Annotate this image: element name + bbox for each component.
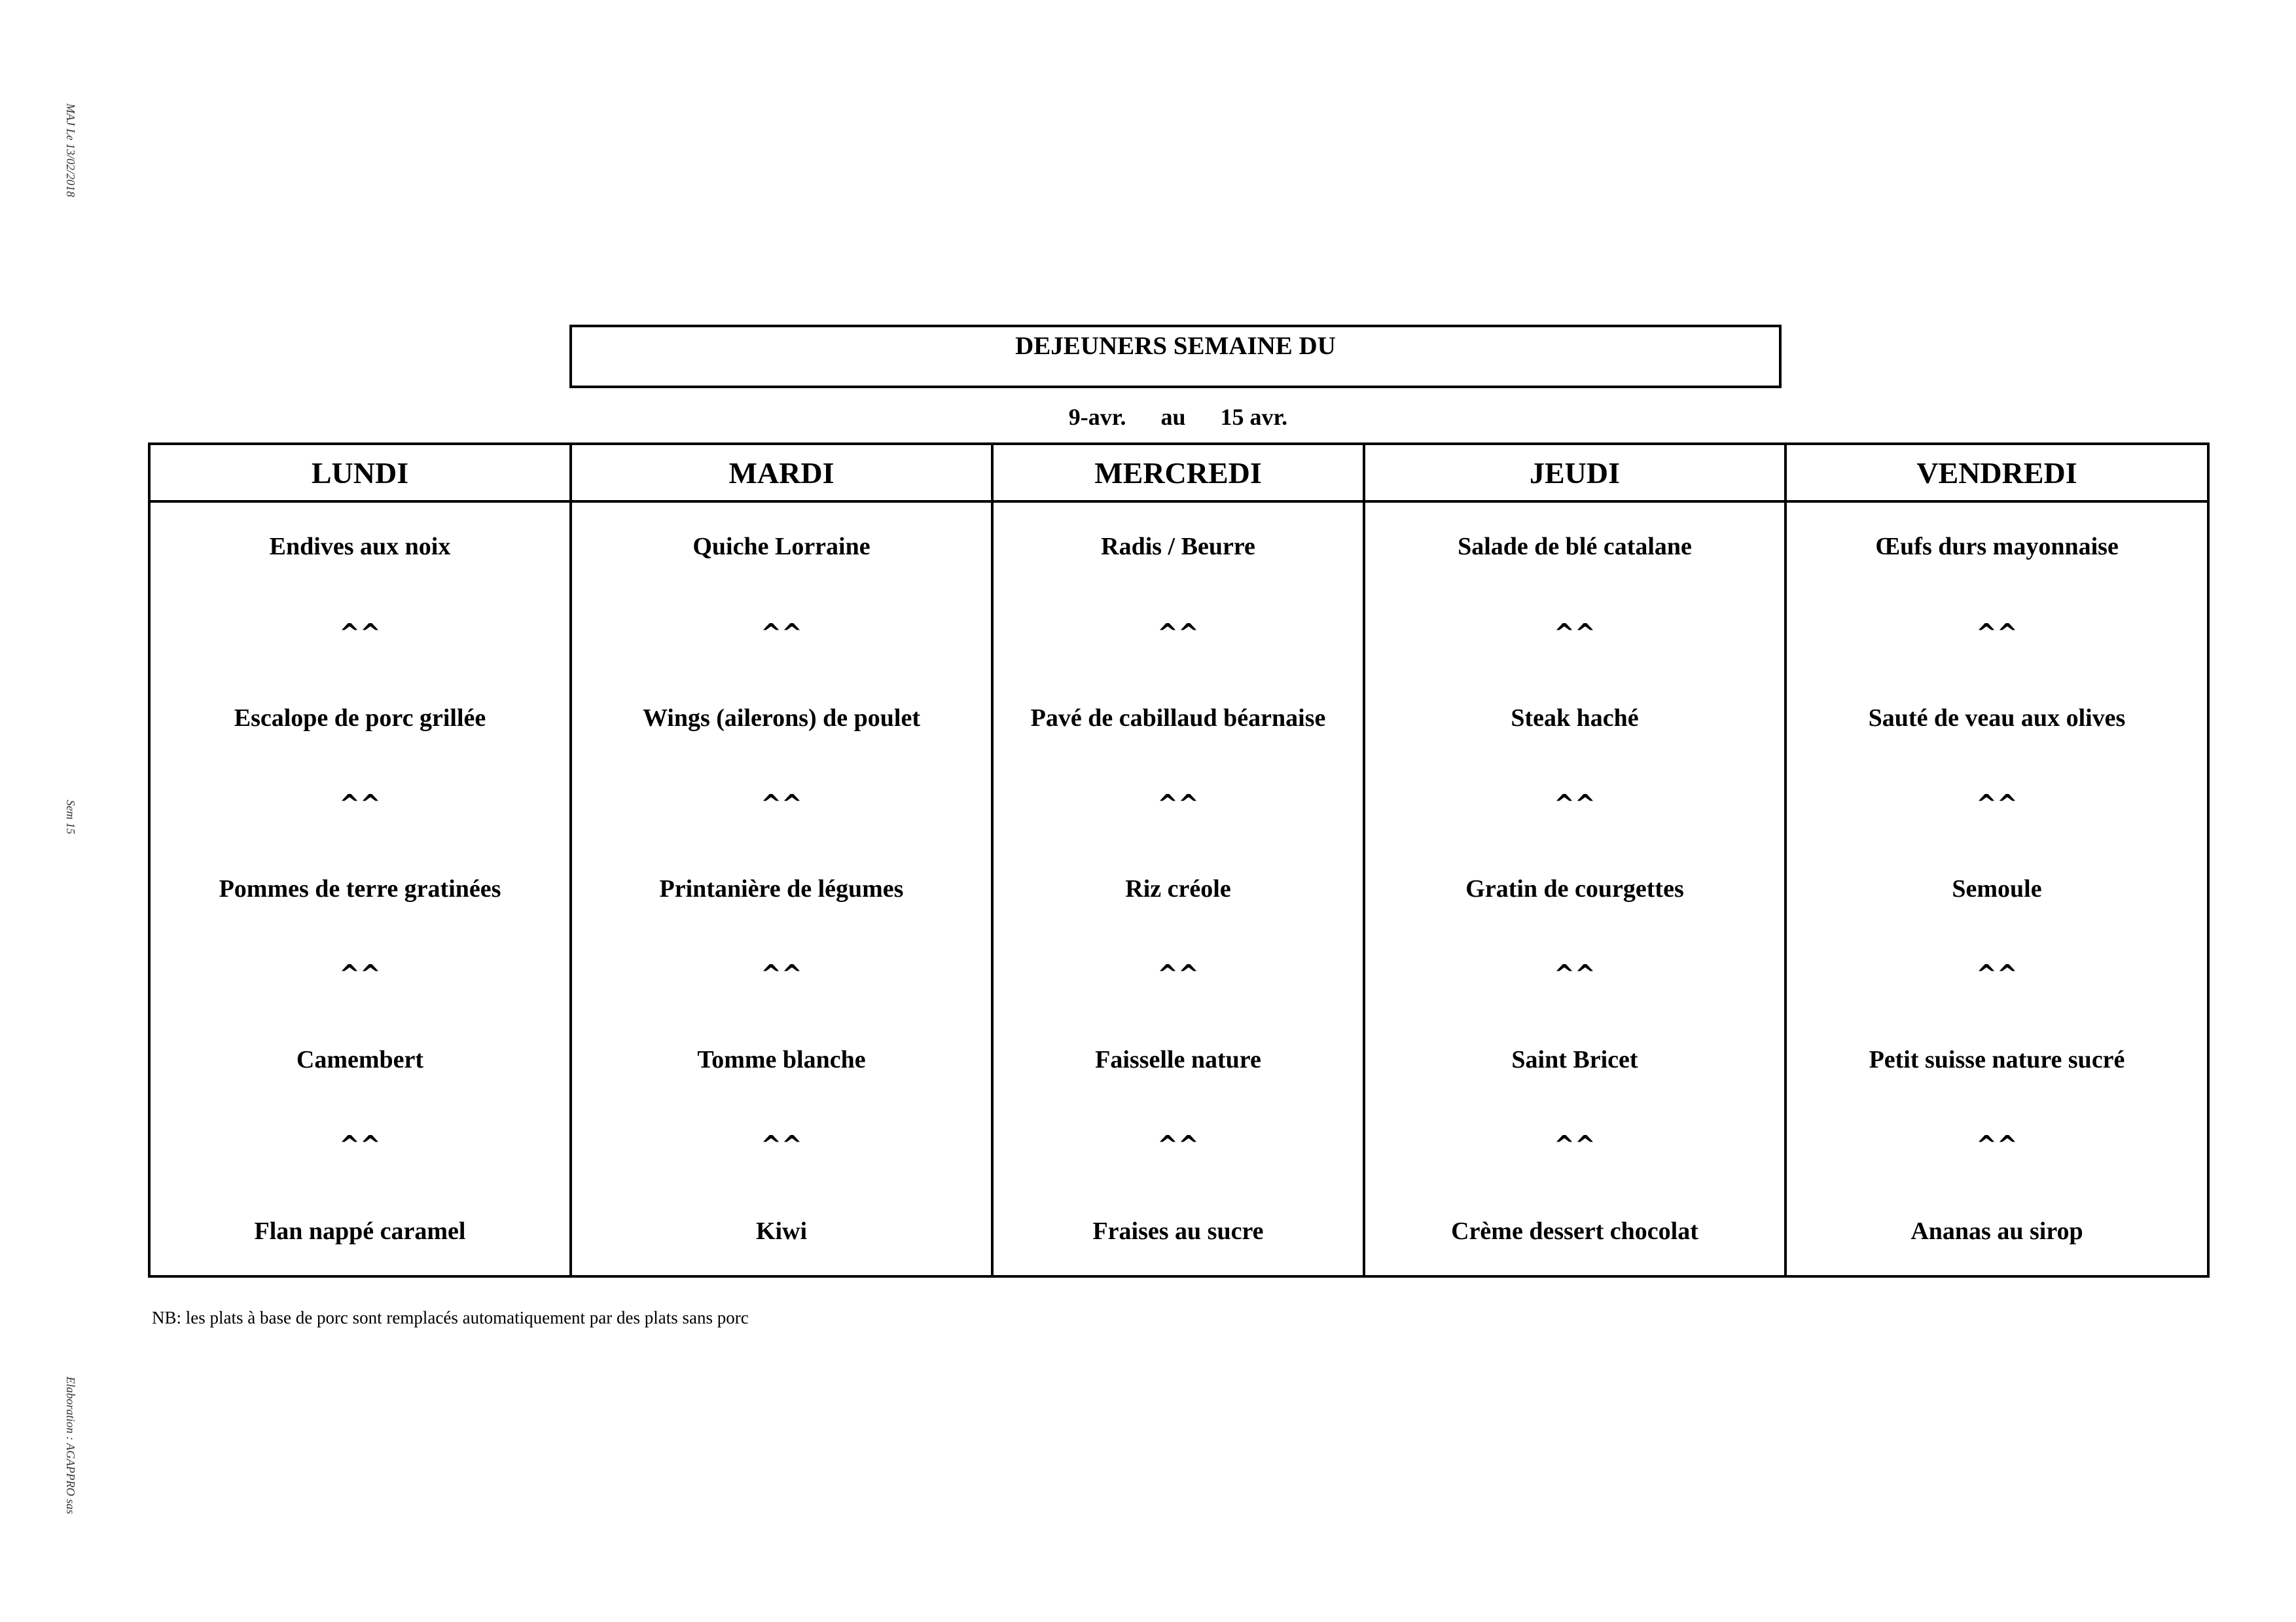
menu-item: Escalope de porc grillée [149,676,571,761]
separator: ^^ [1785,931,2208,1017]
menu-item: Gratin de courgettes [1364,846,1785,931]
separator-row [149,931,2208,1017]
separator-row [149,1102,2208,1187]
separator: ^^ [149,931,571,1017]
separator: ^^ [149,1102,571,1187]
separator: ^^ [1364,931,1785,1017]
separator: ^^ [149,761,571,846]
menu-item: Wings (ailerons) de poulet [571,676,992,761]
separator: ^^ [571,1102,992,1187]
separator: ^^ [149,590,571,676]
menu-item: Fraises au sucre [992,1187,1364,1276]
menu-item: Sauté de veau aux olives [1785,676,2208,761]
dessert-row [149,1187,2208,1276]
separator: ^^ [1785,761,2208,846]
menu-item: Saint Bricet [1364,1017,1785,1102]
separator: ^^ [992,931,1364,1017]
menu-item: Salade de blé catalane [1364,501,1785,590]
day-header-row [149,444,2208,501]
week-dates [655,403,1702,431]
menu-item: Camembert [149,1017,571,1102]
menu-item: Petit suisse nature sucré [1785,1017,2208,1102]
menu-item: Pommes de terre gratinées [149,846,571,931]
separator: ^^ [571,931,992,1017]
pork-substitution-note: NB: les plats à base de porc sont remplacés automatiquement par des plats sans porc [152,1308,749,1327]
menu-item: Printanière de légumes [571,846,992,931]
day-header-tuesday: MARDI [571,444,992,501]
menu-item: Radis / Beurre [992,501,1364,590]
main-course-row [149,676,2208,761]
separator: ^^ [992,761,1364,846]
separator: ^^ [571,590,992,676]
week-number-note: Sem 15 [64,800,77,835]
separator: ^^ [992,1102,1364,1187]
date-connector: au [1160,404,1186,430]
day-header-wednesday: MERCREDI [992,444,1364,501]
menu-item: Faisselle nature [992,1017,1364,1102]
separator: ^^ [571,761,992,846]
menu-item: Flan nappé caramel [149,1187,571,1276]
weekly-menu-table [148,442,2210,1278]
menu-item: Riz créole [992,846,1364,931]
menu-title: DEJEUNERS SEMAINE DU [569,325,1782,388]
menu-item: Quiche Lorraine [571,501,992,590]
separator: ^^ [1785,590,2208,676]
day-header-thursday: JEUDI [1364,444,1785,501]
day-header-monday: LUNDI [149,444,571,501]
start-date: 9-avr. [1068,404,1126,430]
separator: ^^ [1364,1102,1785,1187]
day-header-friday: VENDREDI [1785,444,2208,501]
separator-row [149,590,2208,676]
separator: ^^ [1785,1102,2208,1187]
menu-item: Kiwi [571,1187,992,1276]
menu-item: Pavé de cabillaud béarnaise [992,676,1364,761]
menu-item: Ananas au sirop [1785,1187,2208,1276]
menu-item: Crème dessert chocolat [1364,1187,1785,1276]
menu-item: Tomme blanche [571,1017,992,1102]
dairy-row [149,1017,2208,1102]
menu-item: Endives aux noix [149,501,571,590]
menu-item: Steak haché [1364,676,1785,761]
separator: ^^ [1364,761,1785,846]
separator: ^^ [1364,590,1785,676]
menu-item: Œufs durs mayonnaise [1785,501,2208,590]
separator: ^^ [992,590,1364,676]
side-dish-row [149,846,2208,931]
end-date: 15 avr. [1220,404,1288,430]
starter-row [149,501,2208,590]
author-note: Elaboration : AGAPPRO sas [64,1377,77,1515]
update-date-note: MAJ Le 13/02/2018 [64,103,77,197]
separator-row [149,761,2208,846]
menu-item: Semoule [1785,846,2208,931]
